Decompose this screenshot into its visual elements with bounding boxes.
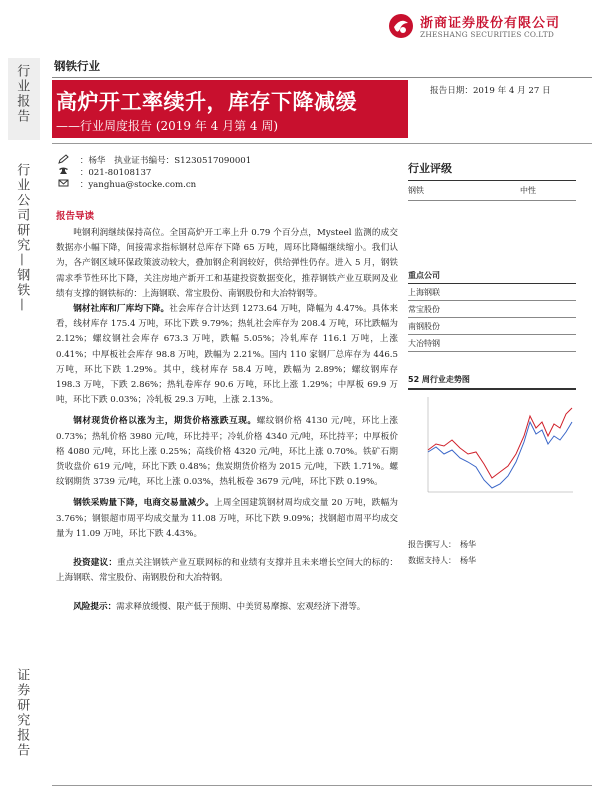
- lead-p2-text: 社会库存合计达到 1273.64 万吨，降幅为 4.47%。具体来看，线材库存 175.4 万吨，环比下跌 9.79%；热轧社会库存为 208.4 万吨，环比跌幅为 2.12%；螺纹钢社会库存 673.3 万吨，跌幅 5.05%；冷轧库存 116.1 万吨，上涨 0.41%；中厚板社会库存 98.8 万吨，跌幅为 2.21%。国内 110 家钢厂总库存为 446.5 万吨，环比下跌 1.29%。其中，线材库存 58.4 万吨，跌幅为 2.89%；螺纹钢库存 198.3 万吨，下跌 2.86%；热轧卷库存 90.6 万吨，环比上涨 1.29%；中厚板 69.9 万吨，环比下跌 0.03%；冷轧板 29.3 万吨，上涨 2.13%。: [56, 304, 398, 406]
- risk-warning: [56, 600, 398, 615]
- phone-icon: [58, 166, 69, 176]
- rating-heading: 行业评级: [408, 160, 576, 181]
- lead-paragraph-3: [56, 414, 398, 490]
- writer-name: 杨华: [460, 540, 476, 549]
- trend-chart-axis: [428, 397, 573, 492]
- support-name: 杨华: [460, 556, 476, 565]
- focus-heading: 重点公司: [408, 267, 576, 284]
- lead-paragraph-1: 吨钢利润继续保持高位。全国高炉开工率上升 0.79 个百分点，Mysteel 监测的成交数据亦小幅下降，间接需求指标钢材总库存下降 65 万吨，周环比降幅继续缩小。我们认为，各产钢区域环保政策波动较大，叠加钢企利润较好，供给弹性仍存。进入 5 月，钢铁需求季节性环比下降，关注房地产新开工和基建投资数据变化，推荐钢铁产业互联网及业绩有支撑的钢铁标的：上海钢联、常宝股份、南钢股份和大冶特钢等。: [56, 228, 398, 299]
- trend-heading: 52 周行业走势图: [408, 375, 470, 384]
- analyst-info: [58, 154, 251, 190]
- company-logo: [388, 12, 588, 46]
- analyst-phone: ：021-80108137: [79, 168, 152, 178]
- lead-heading: 报告导读: [56, 211, 95, 222]
- left-band-category: 行业公司研究—钢铁—: [14, 163, 30, 313]
- investment-advice-text: 重点关注钢铁产业互联网标的和业绩有支撑并且未来增长空间大的标的：上海钢联、常宝股份、南钢股份和大冶特钢。: [56, 558, 398, 584]
- sector-rule: [52, 77, 592, 78]
- trend-chart: [408, 392, 576, 502]
- rating-box: [408, 160, 576, 201]
- focus-company-4: 大冶特钢: [408, 335, 576, 352]
- risk-warning-heading: 风险提示：: [73, 602, 117, 613]
- rating-value: 中性: [520, 186, 536, 195]
- trend-rule: [408, 388, 576, 390]
- footer-rule: [52, 785, 592, 786]
- writer-label: 报告撰写人：: [408, 540, 456, 549]
- risk-warning-text: 需求释放缓慢、限产低于预期、中美贸易摩擦、宏观经济下滑等。: [116, 602, 366, 613]
- lead-paragraph-4: [56, 496, 398, 542]
- investment-advice-heading: 投资建议：: [73, 558, 118, 569]
- title-underline: [52, 143, 592, 144]
- writer-line: [408, 537, 476, 553]
- lead-paragraph-2: [56, 302, 398, 408]
- mail-icon: [58, 178, 69, 188]
- left-band-research: 证券研究报告: [14, 668, 30, 758]
- lead-p3-heading: 钢材现货价格以涨为主，期货价格涨跌互现。: [73, 416, 257, 427]
- focus-box: [408, 267, 576, 352]
- lead-p2-heading: 钢材社库和厂库均下降。: [73, 304, 170, 315]
- sector-label: 钢铁行业: [54, 59, 100, 73]
- company-name-cn: 浙商证券股份有限公司: [420, 16, 561, 31]
- lead-body: [56, 226, 398, 616]
- report-subtitle: ——行业周度报告 (2019 年 4 月第 4 周): [56, 119, 279, 133]
- left-band-report-type: 行业报告: [14, 64, 30, 124]
- lead-p3-text: 螺纹钢价格 4130 元/吨，环比上涨 0.73%；热轧价格 3980 元/吨，环比持平；冷轧价格 4340 元/吨，环比持平；中厚板价格 4080 元/吨，环比上涨 0.25%；高线价格 4320 元/吨，环比上涨 0.70%。铁矿石期货收盘价 619 元/吨，环比下跌 0.48%；焦炭期货价格为 2015 元/吨，下跌 1.71%。螺纹钢期货 3739 元/吨，环比上涨 0.03%，热轧板卷 3679 元/吨，环比下跌 0.19%。: [56, 416, 398, 488]
- authors: [408, 537, 476, 569]
- rating-sector: 钢铁: [408, 186, 424, 195]
- focus-company-3: 南钢股份: [408, 318, 576, 335]
- report-date: 报告日期：2019 年 4 月 27 日: [430, 86, 551, 96]
- company-name-en: ZHESHANG SECURITIES CO.LTD: [420, 30, 555, 39]
- focus-company-1: 上海钢联: [408, 284, 576, 301]
- analyst-name-line: ：杨华 执业证书编号：S1230517090001: [79, 156, 252, 166]
- report-title: 高炉开工率续升，库存下降减缓: [56, 90, 357, 114]
- trend-line-sector: [428, 408, 572, 478]
- lead-p4-text: 上周全国建筑钢材周均成交量 20 万吨，跌幅为 3.76%；钢银超市周平均成交量为 11.08 万吨，环比下跌 9.09%；找钢超市周平均成交量为 11.09 万吨，环比下跌 4.43%。: [56, 498, 398, 539]
- logo-mark-icon: [388, 13, 414, 39]
- analyst-email: ：yanghua@stocke.com.cn: [79, 180, 197, 190]
- support-line: [408, 553, 476, 569]
- pencil-icon: [58, 154, 69, 164]
- lead-p4-heading: 钢铁采购量下降，电商交易量减少。: [73, 498, 215, 509]
- support-label: 数据支持人：: [408, 556, 456, 565]
- investment-advice: [56, 556, 398, 586]
- focus-company-2: 常宝股份: [408, 301, 576, 318]
